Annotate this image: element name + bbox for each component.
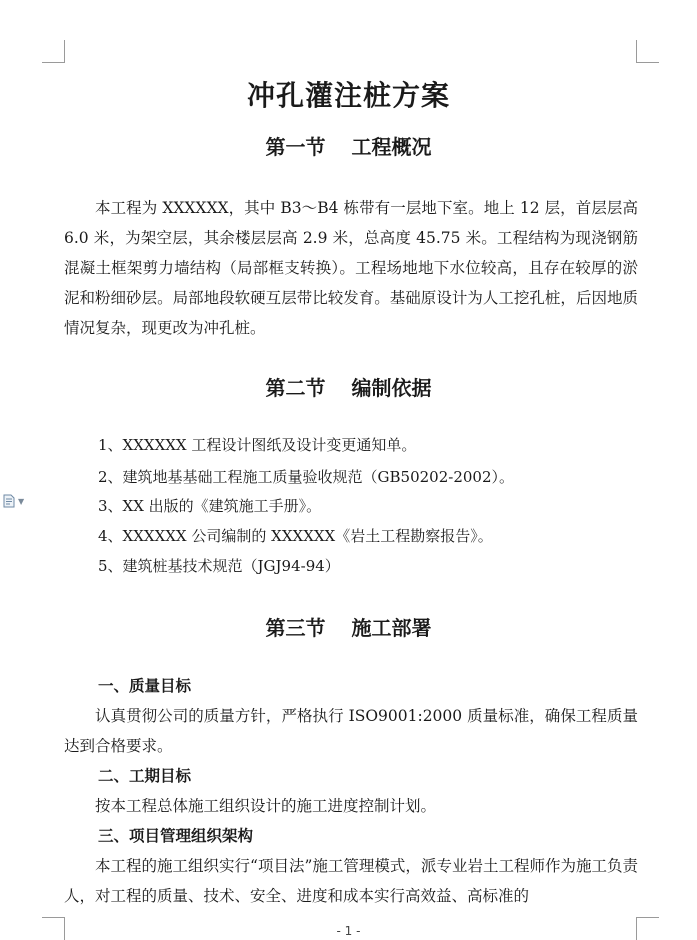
list-item: 3、XX 出版的《建筑施工手册》。 (98, 497, 322, 515)
section-1-number: 第一节 (265, 135, 326, 159)
section-2-number: 第二节 (265, 376, 326, 400)
section-2-heading (0, 372, 697, 401)
subsection-text-organization: 本工程的施工组织实行“项目法”施工管理模式，派专业岩土工程师作为施工负责人，对工程的质量、技术、安全、进度和成本实行高效益、高标准的 (64, 857, 638, 905)
section-1-name: 工程概况 (351, 135, 432, 159)
margin-document-button[interactable] (3, 494, 24, 508)
subsection-text-schedule: 按本工程总体施工组织设计的施工进度控制计划。 (95, 797, 437, 815)
list-item: 4、XXXXXX 公司编制的 XXXXXX《岩土工程勘察报告》。 (98, 527, 493, 545)
section-3-number: 第三节 (265, 616, 326, 640)
section-2-name: 编制依据 (351, 376, 432, 400)
page-number: - 1 - (336, 924, 361, 938)
subsection-heading-schedule: 二、工期目标 (98, 766, 192, 785)
list-item: 5、建筑桩基技术规范（JGJ94-94） (98, 557, 340, 575)
list-item: 2、建筑地基基础工程施工质量验收规范（GB50202-2002）。 (98, 468, 515, 486)
document-comment-icon (3, 494, 16, 508)
page-corner-top-left (42, 40, 65, 63)
list-item: 1、XXXXXX 工程设计图纸及设计变更通知单。 (98, 436, 417, 454)
section-1-paragraph: 本工程为 XXXXXX，其中 B3～B4 栋带有一层地下室。地上 12 层，首层层高 6.0 米，为架空层，其余楼层层高 2.9 米，总高度 45.75 米。工程结构为现浇钢筋混凝土框架剪力墙结构（局部框支转换）。工程场地地下水位较高，且存在较厚的淤泥和粉细砂层。局部地段软硬互层带比较发育。基础原设计为人工挖孔桩，后因地质情况复杂，现更改为冲孔桩。 (64, 199, 638, 337)
section-3-name: 施工部署 (351, 616, 432, 640)
subsection-heading-organization: 三、项目管理组织架构 (98, 826, 254, 845)
page-corner-top-right (636, 40, 659, 63)
chevron-down-icon: ▼ (18, 496, 25, 506)
page-title: 冲孔灌注桩方案 (246, 79, 450, 112)
subsection-text-quality: 认真贯彻公司的质量方针，严格执行 ISO9001:2000 质量标准，确保工程质量达到合格要求。 (64, 707, 638, 755)
section-1-heading (0, 131, 697, 160)
section-3-heading (0, 612, 697, 641)
subsection-heading-quality: 一、质量目标 (98, 676, 192, 695)
